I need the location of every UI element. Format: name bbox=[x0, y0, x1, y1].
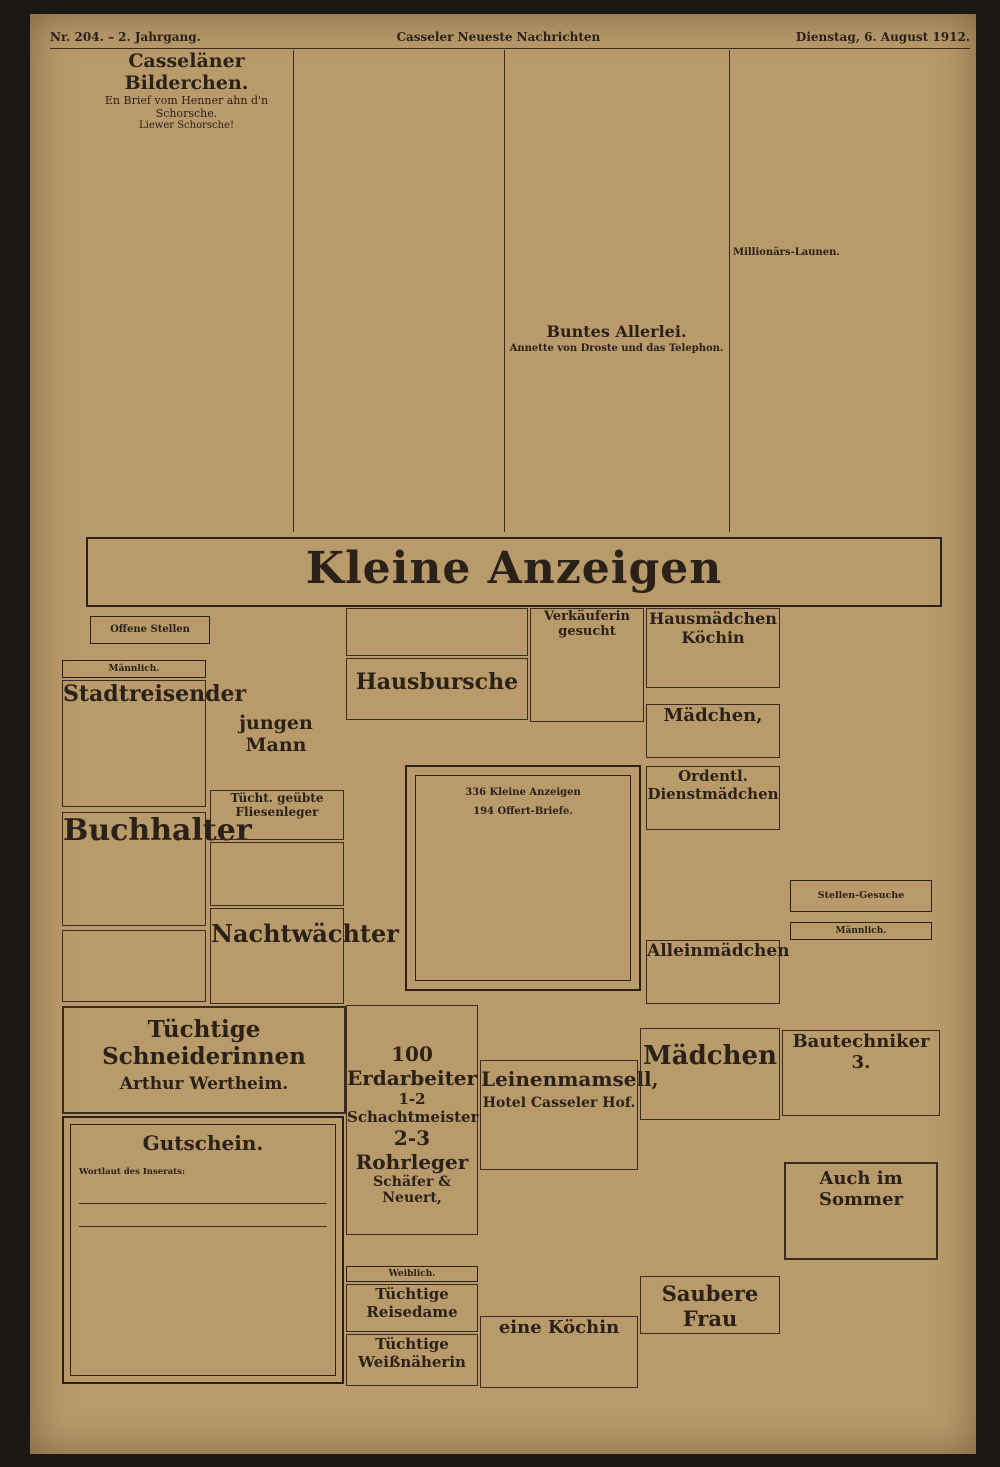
section-label-offene-stellen: Offene Stellen bbox=[90, 616, 210, 644]
ad-title: Nachtwächter bbox=[211, 919, 399, 948]
ad-text bbox=[347, 1206, 477, 1210]
column-divider bbox=[504, 50, 505, 532]
ad-bautechniker bbox=[782, 1030, 940, 1116]
ad-maedchen bbox=[646, 704, 780, 758]
banner-title: Kleine Anzeigen bbox=[305, 543, 723, 594]
ad-hausbursche bbox=[346, 658, 528, 720]
ad-title: Mädchen bbox=[643, 1041, 777, 1071]
ad-title: Leinenmamsell, bbox=[481, 1067, 659, 1091]
ad-title: Tüchtige Reisedame bbox=[366, 1285, 458, 1321]
article-column-1 bbox=[84, 50, 289, 530]
article-greeting: Liewer Schorsche! bbox=[139, 120, 234, 131]
ad-text bbox=[63, 931, 205, 935]
ad-text bbox=[647, 961, 779, 965]
ad-title: Bautechniker 3. bbox=[792, 1031, 930, 1073]
kleine-anzeigen-banner bbox=[86, 537, 942, 607]
article-title: Casseläner Bilderchen. bbox=[124, 50, 249, 94]
article-column-4 bbox=[733, 48, 938, 532]
ad-title-2: 1-2 Schachtmeister bbox=[347, 1090, 479, 1126]
ad-title: eine Köchin bbox=[498, 1317, 620, 1338]
ad-text bbox=[647, 647, 779, 651]
ad-title: Hausmädchen bbox=[649, 609, 777, 628]
ad-title: Ordentl. Dienstmädchen bbox=[647, 767, 779, 803]
ad-title-3: 2-3 Rohrleger bbox=[355, 1126, 469, 1174]
buntes-subtitle: Annette von Droste und das Telephon. bbox=[509, 343, 724, 354]
ad-text bbox=[641, 1331, 779, 1335]
ad-leinenmamsell bbox=[480, 1060, 659, 1170]
ad-fliesenleger bbox=[210, 790, 344, 840]
ad-text bbox=[211, 948, 343, 952]
buntes-title: Buntes Allerlei. bbox=[546, 322, 687, 341]
ad-auch-im-sommer bbox=[784, 1162, 938, 1260]
ad-text bbox=[783, 1073, 939, 1077]
stats-footer: 194 Offert-Briefe. bbox=[473, 806, 573, 817]
ad-title-2: Köchin bbox=[681, 628, 745, 647]
stats-box bbox=[405, 765, 641, 991]
article-subtitle: En Brief vom Henner ahn d'n Schorsche. bbox=[104, 94, 269, 120]
stats-box-inner bbox=[415, 775, 631, 981]
issue-date: Dienstag, 6. August 1912. bbox=[795, 30, 970, 44]
ad-firm: Schäfer & Neuert, bbox=[373, 1174, 451, 1206]
ad-text bbox=[63, 848, 205, 852]
ad-erdarbeiter bbox=[346, 1005, 478, 1235]
article-column-2 bbox=[297, 48, 500, 532]
ad-eine-koechin bbox=[480, 1316, 638, 1388]
ad-saubere-frau bbox=[640, 1276, 780, 1334]
millionaers-heading: Millionärs-Launen. bbox=[733, 247, 840, 258]
ad-title: Verkäuferin gesucht bbox=[544, 609, 630, 639]
article-body bbox=[508, 48, 725, 316]
coupon-footer bbox=[71, 1235, 335, 1243]
ad-title: Tüchtige Weißnäherin bbox=[358, 1335, 466, 1371]
issue-number: Nr. 204. – 2. Jahrgang. bbox=[50, 30, 201, 44]
ad-verkaeuferin bbox=[530, 608, 644, 722]
ad-nachtwaechter bbox=[210, 908, 399, 1004]
ad-title: Tüchtige Schneiderinnen bbox=[102, 1016, 306, 1070]
ad-text bbox=[782, 1262, 938, 1266]
ad-title: Auch im Sommer bbox=[818, 1168, 904, 1210]
ad-right-column-top bbox=[782, 608, 938, 848]
ad-text bbox=[347, 1371, 477, 1375]
masthead bbox=[50, 28, 970, 49]
ad-junger-mann bbox=[62, 930, 206, 1002]
ad-stadtreisender bbox=[62, 680, 247, 807]
ad-text bbox=[531, 639, 643, 643]
ad-text bbox=[481, 1338, 637, 1342]
ad-title: 100 Erdarbeiter bbox=[347, 1042, 478, 1090]
ad-title: Hausbursche bbox=[355, 669, 519, 695]
ad-text bbox=[63, 707, 205, 711]
ad-alleinmaedchen bbox=[646, 940, 790, 1004]
ad-title: Saubere Frau bbox=[661, 1281, 759, 1331]
newspaper-name: Casseler Neueste Nachrichten bbox=[396, 30, 601, 44]
ad-buchhalter bbox=[62, 812, 252, 926]
section-label-weiblich: Weiblich. bbox=[346, 1266, 478, 1282]
ad-jungen-mann bbox=[210, 700, 342, 786]
ad-hausmaedchen bbox=[646, 608, 780, 688]
ad-schneiderinnen bbox=[62, 1006, 346, 1114]
article-body bbox=[733, 48, 938, 244]
ad-reisedame bbox=[346, 1284, 478, 1332]
ad-title: Stadtreisender bbox=[63, 681, 247, 707]
ad-dienstmaedchen bbox=[646, 766, 780, 830]
coupon-body bbox=[71, 1155, 335, 1163]
coupon-writing-line[interactable] bbox=[79, 1212, 327, 1227]
stats-heading: 336 Kleine Anzeigen bbox=[465, 787, 581, 798]
column-divider bbox=[293, 50, 294, 532]
ad-text bbox=[347, 1321, 477, 1325]
ad-text bbox=[210, 608, 342, 612]
ad-junges-maedchen bbox=[640, 1028, 780, 1120]
ad-title: Buchhalter bbox=[63, 813, 252, 848]
section-label-maennlich: Männlich. bbox=[790, 922, 932, 940]
ad-gaertner bbox=[346, 608, 528, 656]
ad-weissnaeherin bbox=[346, 1334, 478, 1386]
coupon-line-label: Wortlaut des Inserats: bbox=[79, 1167, 186, 1177]
ad-title: Tücht. geübte Fliesenleger bbox=[230, 791, 324, 819]
ad-title: Mädchen, bbox=[663, 705, 763, 726]
ad-reisende-herren bbox=[210, 608, 342, 698]
ad-text bbox=[647, 803, 779, 807]
ad-text bbox=[211, 819, 343, 823]
ad-firm: Hotel Casseler Hof. bbox=[482, 1095, 636, 1111]
ad-title: jungen Mann bbox=[239, 712, 313, 756]
ad-text bbox=[786, 1210, 936, 1214]
ad-text bbox=[782, 608, 938, 612]
section-label-stellen-gesuche: Stellen-Gesuche bbox=[790, 880, 932, 912]
ad-title: Alleinmädchen bbox=[647, 941, 790, 961]
ad-schachtmeister-bauarbeiter bbox=[210, 842, 344, 906]
ad-right-column-bottom bbox=[782, 1262, 938, 1390]
coupon-title: Gutschein. bbox=[142, 1131, 264, 1155]
ad-text bbox=[647, 726, 779, 730]
column-divider bbox=[729, 50, 730, 532]
section-label-maennlich: Männlich. bbox=[62, 660, 206, 678]
ad-text bbox=[347, 609, 527, 613]
ad-text bbox=[211, 843, 343, 847]
ad-text bbox=[347, 695, 527, 699]
article-column-3 bbox=[508, 48, 725, 532]
ad-firm: Arthur Wertheim. bbox=[119, 1074, 289, 1094]
gutschein-coupon[interactable] bbox=[62, 1116, 344, 1384]
ad-text bbox=[210, 756, 342, 760]
coupon-writing-line[interactable] bbox=[79, 1189, 327, 1204]
coupon-inner bbox=[70, 1124, 336, 1376]
ad-text bbox=[641, 1071, 779, 1075]
